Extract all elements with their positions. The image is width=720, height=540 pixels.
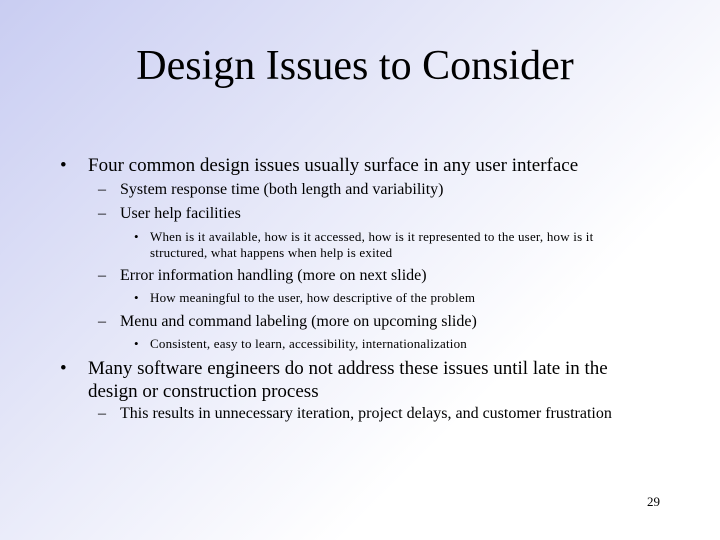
sub-bullet-item: [98, 266, 658, 286]
bullet-marker: •: [60, 155, 67, 176]
bullet-text: Four common design issues usually surface in any user interface: [88, 155, 579, 176]
bullet-marker: •: [134, 290, 139, 305]
sub-bullet-item: [98, 404, 638, 424]
sub-bullet-item: [98, 180, 658, 200]
sub-bullet-text: Menu and command labeling (more on upcoming slide): [120, 313, 477, 330]
sub-bullet-text: Error information handling (more on next slide): [120, 267, 427, 284]
detail-bullet-item: [134, 290, 654, 306]
sub-bullet-text: System response time (both length and variability): [120, 181, 444, 198]
bullet-text: Many software engineers do not address these issues until late in the design or construction process: [88, 358, 608, 402]
detail-bullet-text: Consistent, easy to learn, accessibility, internationalization: [150, 336, 467, 351]
slide-title: Design Issues to Consider: [136, 43, 574, 89]
sub-bullet-text: User help facilities: [120, 205, 241, 222]
bullet-marker: •: [60, 358, 67, 379]
page-number: 29: [647, 494, 660, 509]
bullet-marker: •: [134, 229, 139, 244]
detail-bullet-item: [134, 336, 654, 352]
bullet-marker: •: [134, 336, 139, 351]
bullet-item: [60, 357, 660, 403]
sub-bullet-text: This results in unnecessary iteration, project delays, and customer frustration: [120, 405, 612, 422]
dash-marker: –: [98, 313, 106, 330]
dash-marker: –: [98, 205, 106, 222]
dash-marker: –: [98, 267, 106, 284]
detail-bullet-text: How meaningful to the user, how descriptive of the problem: [150, 290, 476, 305]
dash-marker: –: [98, 405, 106, 422]
bullet-item: [60, 154, 660, 177]
dash-marker: –: [98, 181, 106, 198]
detail-bullet-text: When is it available, how is it accessed, how is it represented to the user, how is it structured, what happens when help is exited: [150, 229, 594, 260]
sub-bullet-item: [98, 312, 658, 332]
detail-bullet-item: [134, 229, 654, 261]
sub-bullet-item: [98, 204, 658, 224]
